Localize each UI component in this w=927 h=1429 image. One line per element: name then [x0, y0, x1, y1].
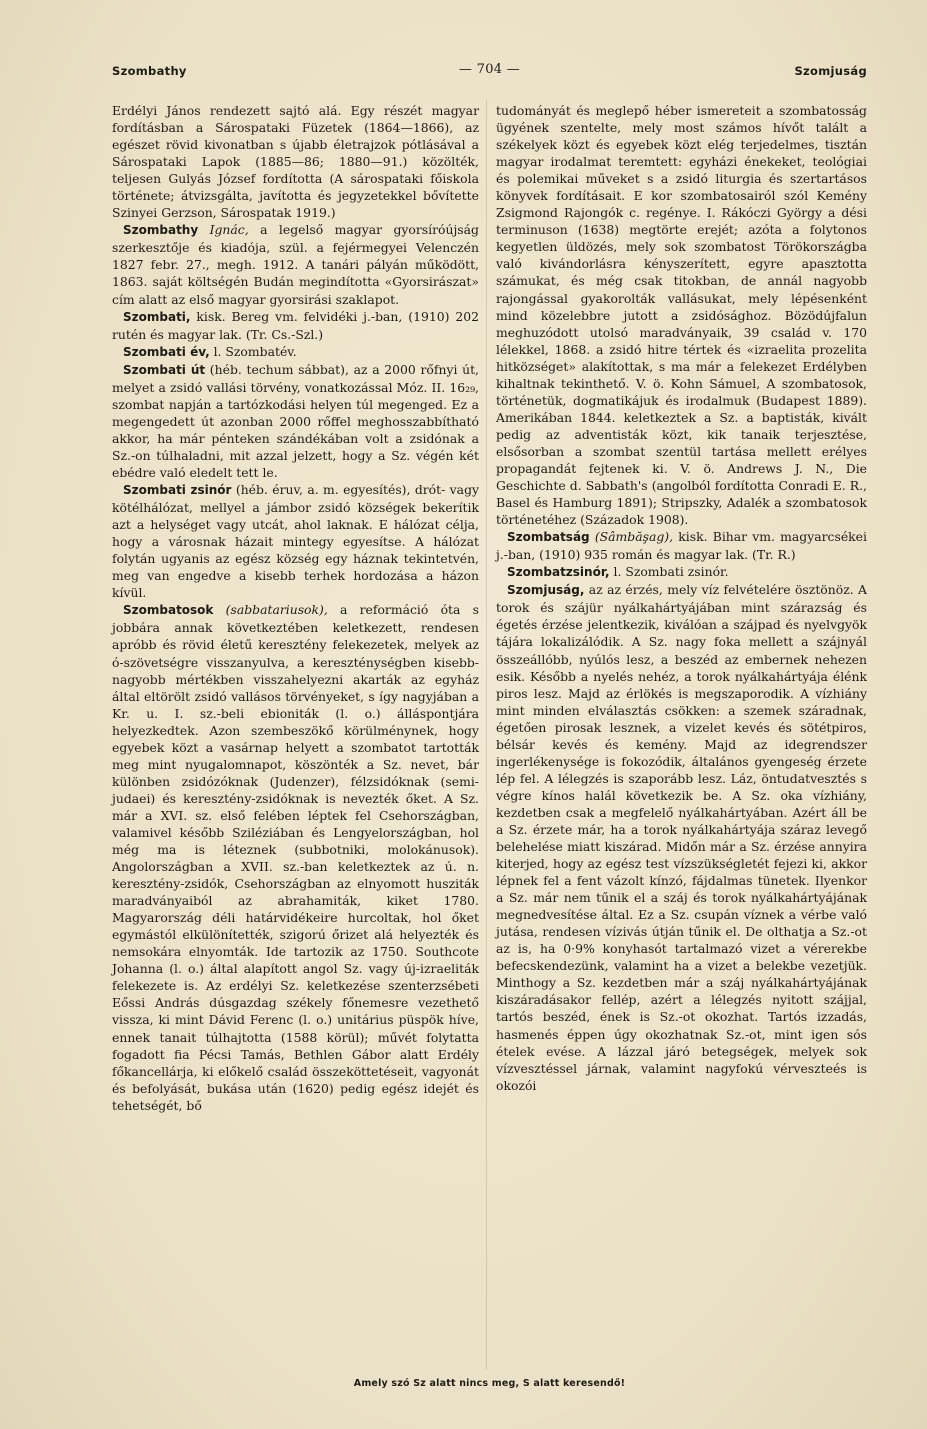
- paragraph-text: Erdélyi János rendezett sajtó alá. Egy részét magyar fordításban a Sárospataki Füzetek (1864—1866), az egészet rövid kivonatban s újabb életrajzok pótlásával a Sárospataki Lapok (1885—86; 1880—91.) közölték, teljesen Gulyás József fordította (A sárospataki főiskola története; átvizsgálta, javította és jegyzetekkel bővítette Szinyei Gerzson, Sárospatak 1919.): [112, 103, 479, 221]
- page-number: — 704 —: [458, 62, 521, 77]
- entry-text: a legelső magyar gyorsíróújság szerkesztője és kiadója, szül. a fejérmegyei Velenczén 1827 febr. 27., megh. 1912. A tanári pályán működött, 1863. saját költségén Budán megindította «Gyorsirászat» cím alatt az első magyar gyorsirási szaklapot.: [112, 222, 479, 307]
- entry-headword: Szombatság: [507, 530, 590, 545]
- entry-text: (héb. techum sábbat), az a 2000 rőfnyi út, melyet a zsidó vallási törvény, vonatkozással Móz. II. 16₂₉, szombat napján a tartózkodási helyen túl megenged. Ez a megengedett út azonban 2000 rőffel meghosszabbítható akkor, ha már pénteken szándékában volt a zsidónak a Sz.-on túlhaladni, mit azzal jelzett, hogy a Sz. végén két ebédre való eledelt tett le.: [112, 361, 479, 480]
- right-column: [496, 102, 867, 1094]
- entry-text: a reformáció óta s jobbára annak következtében keletkezett, rendesen apróbb és rövid életű keresztény felekezetek, melyek az ó-szövetségre visszanyulva, a kereszténységben kisebb-nagyobb mértékben visszahelyezni akarták az egyház által eltörölt zsidó vallásos törvényeket, s így nagyjában a Kr. u. I. sz.-beli ebioniták (l. o.) álláspontjára helyezkedtek. Azon szembeszökő körülménynek, hogy egyebek közt a vasárnap helyett a szombatot tartották meg mint nyugalomnapot, köszönték a Sz. nevet, bár különben zsidózóknak (Judenzer), félzsidóknak (semi-judaei) és keresztény-zsidóknak is nevezték őket. A Sz. már a XVI. sz. első felében léptek fel Csehországban, valamivel később Sziléziában és Lengyelországban, hol még ma is léteznek (subbotniki, molokánusok). Angolországban a XVII. sz.-ban keletkeztek az ú. n. keresztény-zsidók, Csehországban az elnyomott husziták maradványaiból az abrahamiták, kiket 1780. Magyarország déli határvidékeire hurcoltak, hol őket egymástól elkülönítették, szigorú őrizet alá helyezték és nemsokára elnyomták. Ide tartozik az 1750. Southcote Johanna (l. o.) által alapított angol Sz. vagy új-izraeliták felekezete is. Az erdélyi Sz. keletkezése szenterzsébeti Eőssi András dúsgazdag székely főnemesre vezethető vissza, ki mint Dávid Ferenc (l. o.) unitárius püspök híve, ennek tanait túlhajtotta (1588 körül); művét folytatta fogadott fia Pécsi Tamás, Bethlen Gábor alatt Erdély főkancellárja, ki előkelő család összeköttetéseit, vagyonát és befolyását, bukása után (1620) pedig egész idejét és tehetségét, bő: [112, 602, 479, 1113]
- entry-headword: Szombathy: [123, 223, 199, 238]
- entry-headword: Szomjuság,: [507, 583, 585, 598]
- continuation-paragraph: [112, 102, 479, 221]
- entry-paragraph: [112, 481, 479, 601]
- header-left-keyword: Szombathy: [112, 64, 187, 78]
- entry-text: kisk. Bereg vm. felvidéki j.-ban, (1910) 202 rutén és magyar lak. (Tr. Cs.-Szl.): [112, 308, 479, 342]
- running-head: [112, 64, 867, 86]
- entry-text: l. Szombatév.: [209, 343, 297, 359]
- entry-italic-term: (sabbatariusok),: [225, 602, 328, 618]
- entry-text: l. Szombati zsinór.: [609, 564, 729, 580]
- entry-paragraph: [112, 221, 479, 307]
- entry-text: az az érzés, mely víz felvételére ösztönöz. A torok és szájür nyálkahártyájában mint szárazság és égetés érzése jelentkezik, kiválóan a szájpad és nyelvgyök tájára lokalizálódik. A Sz. nagy foka mellett a szájnyál összeállóbb, nyúlós lesz, a beszéd az embernek nehezen esik. Később a nyelés nehéz, a torok nyálkahártyája élénk piros lesz. Majd az érlökés is megszaporodik. A vízhiány mint minden elválasztás csökken: a szemek száradnak, égetően pirosak lesznek, a vizelet kevés és sötétpiros, bélsár kevés és kemény. Majd az idegrendszer ingerlékenysége is fokozódik, általános gyengeség érzete lép fel. A lélegzés is szaporább lesz. Láz, öntudatvesztés s végre kínos halál következik be. A Sz. oka vízhiány, kezdetben csak a megfelelő nyálkahártyában. Azért áll be a Sz. érzete már, ha a torok nyálkahártyája száraz levegő belehelése miatt kiszárad. Midőn már a Sz. érzése annyira kiterjed, hogy az egész test vízszükségletét fejezi ki, akkor lépnek fel a fent vázolt kínzó, fájdalmas tünetek. Ilyenkor a Sz. már nem tűnik el a száj és torok nyálkahártyájának megnedvesítése által. Ez a Sz. csupán víznek a vérbe való jutása, rendesen vízivás útján tűnik el. De olthatja a Sz.-ot az is, ha 0·9% konyhasót tartalmazó vizet a vérerekbe befecskendezünk, valamint ha a vizet a belekbe vezetjük. Minthogy a Sz. kezdetben már a száj nyálkahártyájának kiszáradásakor fellép, azért a lélegzés nyitott szájjal, tartós beszéd, ének is Sz.-ot okozhat. Tartós izzadás, hasmenés éppen úgy okozhatnak Sz.-ot, mint igen sós ételek evése. A lázzal járó betegségek, melyek sok vízvesztéssel járnak, valamint nagyfokú vérveszteés is okozói: [496, 582, 867, 1093]
- entry-paragraph: [112, 601, 479, 1113]
- entry-italic-term: (Sâmbăşag),: [594, 529, 674, 545]
- entry-paragraph: [496, 563, 867, 581]
- entry-headword: Szombati,: [123, 309, 191, 324]
- entry-paragraph: [112, 361, 479, 481]
- entry-text: (héb. éruv, a. m. egyesítés), drót- vagy kötélhálózat, mellyel a jámbor zsidó községek bekerítik azt a helységet vagy utcát, ahol laknak. E hálózat célja, hogy a városnak házait mintegy egyesítse. A hálózat folytán ugyanis az egész község egy háznak tekintetvén, meg van engedve a kisebb terhek hordozása a házon kívül.: [112, 482, 479, 601]
- entry-paragraph: [112, 308, 479, 343]
- entry-italic-term: Ignác,: [209, 222, 249, 238]
- entry-paragraph: [112, 343, 479, 361]
- entry-headword: Szombatosok: [123, 603, 214, 618]
- entry-headword: Szombati év,: [123, 344, 210, 359]
- footer-note: Amely szó Sz alatt nincs meg, S alatt keresendő!: [353, 1378, 626, 1389]
- entry-headword: Szombatzsinór,: [507, 565, 610, 580]
- entry-text: kisk. Bihar vm. magyarcsékei j.-ban, (1910) 935 román és magyar lak. (Tr. R.): [496, 529, 867, 563]
- entry-paragraph: [496, 528, 867, 563]
- entry-headword: Szombati zsinór: [123, 483, 232, 498]
- header-right-keyword: Szomjuság: [794, 64, 867, 78]
- paragraph-text: tudományát és meglepő héber ismereteit a szombatosság ügyének szentelte, mely most számos hívőt talált a székelyek közt és egyebek közt elég terjedelmes, tisztán magyar irodalmat teremtett: egyházi énekeket, teológiai és polemikai műveket s a zsidó liturgia és szertartásos könyvek fordításait. E kor szombatosairól szól Kemény Zsigmond Rajongók c. regénye. I. Rákóczi György a dési terminuson (1638) megtörte erejét; azóta a folytonos kegyetlen üldözés, mely sok szombatost Törökországba való kivándorlásra kényszerített, egyre apasztotta számukat, és még csak titokban, de annál nagyobb rajongással gyakorolták vallásukat, mely lépésenként mind közelebbre jutott a zsidósághoz. Bözödújfalun meghuzódott utolsó maradványaik, 39 család v. 170 lélekkel, 1868. a zsidó hitre tértek és «izraelita prozelita hitközséget» alakítottak, s ma már a felekezet Erdélyben kihaltnak tekinthető. V. ö. Kohn Sámuel, A szombatosok, történetük, dogmatikájuk és irodalmuk (Budapest 1889). Amerikában 1844. keletkeztek a Sz. a baptisták, kivált pedig az adventisták közt, kik tanaik terjesztése, elsősorban a szombat szentül tartása mellett erélyes propagandát fejtenek ki. V. ö. Andrews J. N., Die Geschichte d. Sabbath's (angolból fordította Conradi E. R., Basel és Hamburg 1891); Stripszky, Adalék a szombatosok történetéhez (Századok 1908).: [496, 103, 867, 528]
- left-column: [112, 102, 479, 1114]
- entry-headword: Szombati út: [123, 362, 206, 377]
- entry-paragraph: [496, 581, 867, 1093]
- continuation-paragraph: [496, 102, 867, 528]
- column-divider: [486, 100, 487, 1370]
